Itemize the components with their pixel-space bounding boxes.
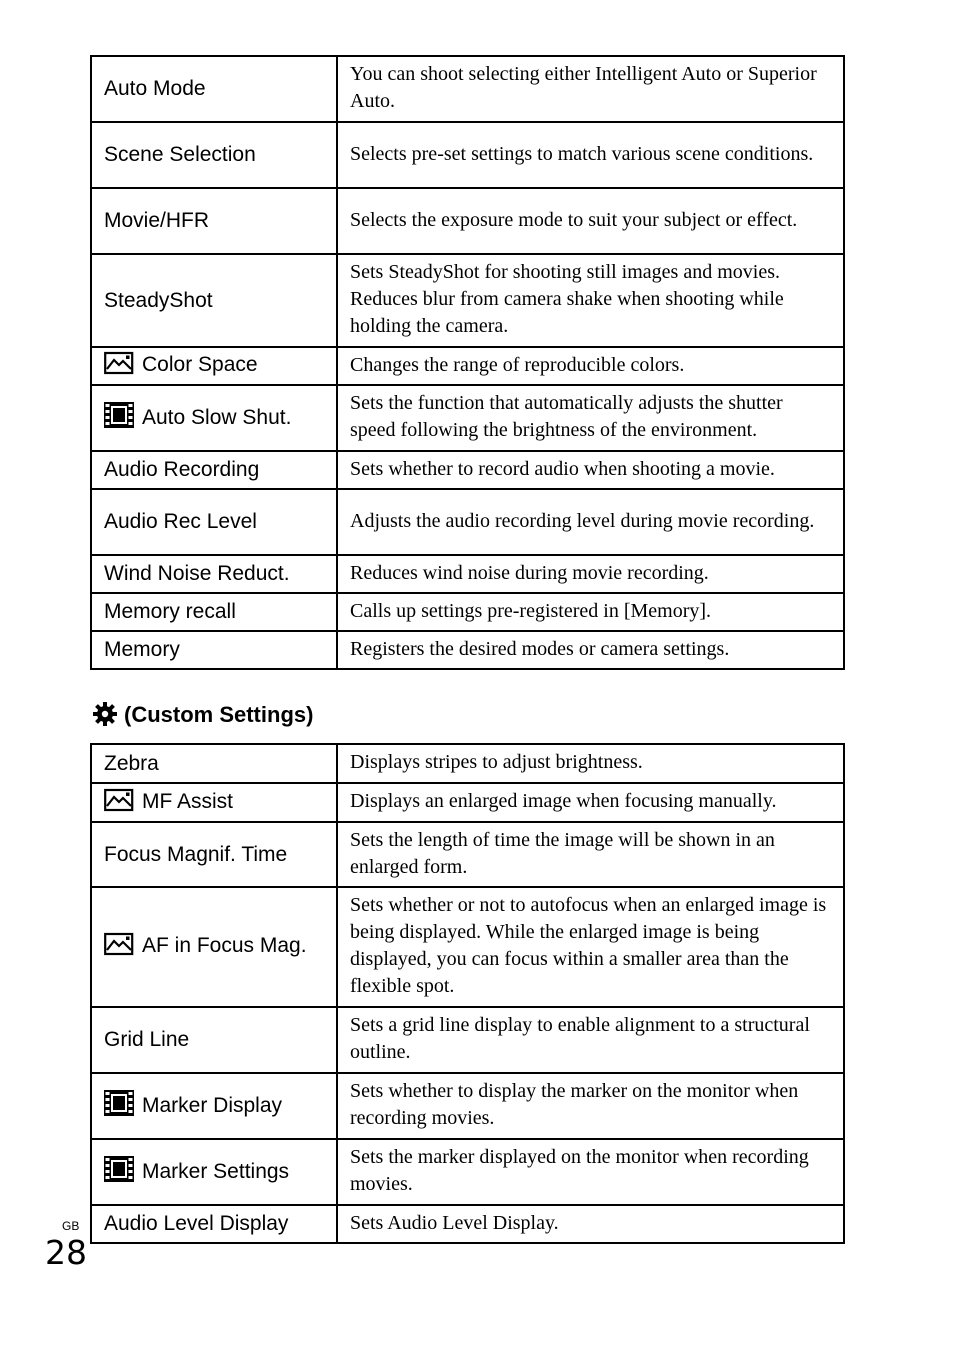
menu-item-label: Zebra bbox=[104, 751, 159, 775]
menu-item-description: Reduces wind noise during movie recording. bbox=[337, 555, 844, 593]
custom-settings-title: (Custom Settings) bbox=[124, 702, 314, 727]
menu-item-zebra bbox=[91, 744, 337, 783]
table-row bbox=[91, 489, 844, 555]
menu-item-description: Calls up settings pre-registered in [Memory]. bbox=[337, 593, 844, 631]
menu-item-label: Audio Level Display bbox=[104, 1212, 289, 1235]
menu-item-description: Sets a grid line display to enable alignment to a structural outline. bbox=[337, 1007, 844, 1073]
menu-item-label: SteadyShot bbox=[104, 288, 213, 312]
menu-item-marker-settings bbox=[91, 1139, 337, 1205]
table-row bbox=[91, 887, 844, 1007]
menu-item-audio-rec-level bbox=[91, 489, 337, 555]
table-row bbox=[91, 385, 844, 451]
table-row bbox=[91, 593, 844, 631]
menu-item-label: Memory bbox=[104, 638, 180, 661]
menu-item-description: You can shoot selecting either Intelligent Auto or Superior Auto. bbox=[337, 56, 844, 122]
menu-item-description: Sets SteadyShot for shooting still images and movies. Reduces blur from camera shake when shooting while holding the camera. bbox=[337, 254, 844, 347]
still-image-icon bbox=[104, 932, 134, 962]
menu-item-label: Audio Rec Level bbox=[104, 510, 257, 533]
still-image-icon bbox=[104, 788, 134, 818]
table-row bbox=[91, 1073, 844, 1139]
menu-item-label: Marker Settings bbox=[142, 1160, 290, 1183]
menu-item-audio-recording bbox=[91, 451, 337, 489]
menu-table-2 bbox=[90, 743, 845, 1244]
menu-item-label: AF in Focus Mag. bbox=[142, 934, 307, 957]
menu-item-wind-noise-reduct bbox=[91, 555, 337, 593]
table-row bbox=[91, 188, 844, 254]
region-code: GB bbox=[62, 1219, 80, 1233]
menu-item-description: Sets whether to record audio when shooting a movie. bbox=[337, 451, 844, 489]
still-image-icon bbox=[104, 351, 134, 381]
menu-item-mf-assist bbox=[91, 783, 337, 822]
menu-item-grid-line bbox=[91, 1007, 337, 1073]
menu-item-description: Displays stripes to adjust brightness. bbox=[337, 744, 844, 783]
menu-item-label: Wind Noise Reduct. bbox=[104, 562, 290, 585]
table-row bbox=[91, 783, 844, 822]
movie-icon bbox=[104, 1156, 134, 1188]
menu-item-memory-recall bbox=[91, 593, 337, 631]
menu-item-label: Memory recall bbox=[104, 600, 236, 623]
menu-table-1 bbox=[90, 55, 845, 670]
menu-item-label: Focus Magnif. Time bbox=[104, 842, 288, 866]
menu-item-scene-selection bbox=[91, 122, 337, 188]
menu-item-auto-mode bbox=[91, 56, 337, 122]
menu-item-label: Audio Recording bbox=[104, 458, 260, 481]
table-row bbox=[91, 56, 844, 122]
table-row bbox=[91, 122, 844, 188]
menu-item-movie-hfr bbox=[91, 188, 337, 254]
menu-item-description: Sets the marker displayed on the monitor when recording movies. bbox=[337, 1139, 844, 1205]
menu-item-description: Sets Audio Level Display. bbox=[337, 1205, 844, 1243]
table-row bbox=[91, 555, 844, 593]
menu-item-description: Changes the range of reproducible colors. bbox=[337, 347, 844, 385]
menu-item-description: Sets the length of time the image will be shown in an enlarged form. bbox=[337, 822, 844, 887]
custom-settings-heading bbox=[92, 700, 313, 730]
menu-item-description: Displays an enlarged image when focusing manually. bbox=[337, 783, 844, 822]
table-row bbox=[91, 254, 844, 347]
table-row bbox=[91, 451, 844, 489]
menu-item-label: Marker Display bbox=[142, 1094, 283, 1117]
table-row bbox=[91, 347, 844, 385]
table-row bbox=[91, 822, 844, 887]
menu-item-focus-magnif-time bbox=[91, 822, 337, 887]
menu-item-description: Adjusts the audio recording level during movie recording. bbox=[337, 489, 844, 555]
menu-item-label: Grid Line bbox=[104, 1028, 190, 1051]
table-row bbox=[91, 631, 844, 669]
menu-item-description: Sets whether to display the marker on the monitor when recording movies. bbox=[337, 1073, 844, 1139]
menu-item-label: Scene Selection bbox=[104, 143, 256, 166]
movie-icon bbox=[104, 1090, 134, 1122]
table-row bbox=[91, 1139, 844, 1205]
menu-item-memory bbox=[91, 631, 337, 669]
menu-item-steadyshot bbox=[91, 254, 337, 347]
menu-item-description: Sets whether or not to autofocus when an enlarged image is being displayed. While the enlarged image is being displayed, you can focus within a smaller area than the flexible spot. bbox=[337, 887, 844, 1007]
menu-item-label: Auto Mode bbox=[104, 77, 206, 100]
menu-item-label: MF Assist bbox=[142, 789, 234, 813]
table-row bbox=[91, 744, 844, 783]
movie-icon bbox=[104, 402, 134, 434]
menu-item-af-in-focus-mag bbox=[91, 887, 337, 1007]
menu-item-marker-display bbox=[91, 1073, 337, 1139]
table-row bbox=[91, 1007, 844, 1073]
menu-item-label: Color Space bbox=[142, 353, 258, 376]
menu-item-label: Auto Slow Shut. bbox=[142, 406, 292, 429]
menu-item-audio-level-display bbox=[91, 1205, 337, 1243]
page-number: 28 bbox=[45, 1233, 87, 1272]
menu-item-description: Sets the function that automatically adjusts the shutter speed following the brightness of the environment. bbox=[337, 385, 844, 451]
menu-item-description: Selects pre-set settings to match various scene conditions. bbox=[337, 122, 844, 188]
table-row bbox=[91, 1205, 844, 1243]
gear-icon bbox=[92, 701, 118, 727]
menu-item-description: Registers the desired modes or camera settings. bbox=[337, 631, 844, 669]
menu-item-description: Selects the exposure mode to suit your subject or effect. bbox=[337, 188, 844, 254]
menu-item-auto-slow-shut bbox=[91, 385, 337, 451]
menu-item-color-space bbox=[91, 347, 337, 385]
menu-item-label: Movie/HFR bbox=[104, 209, 210, 232]
